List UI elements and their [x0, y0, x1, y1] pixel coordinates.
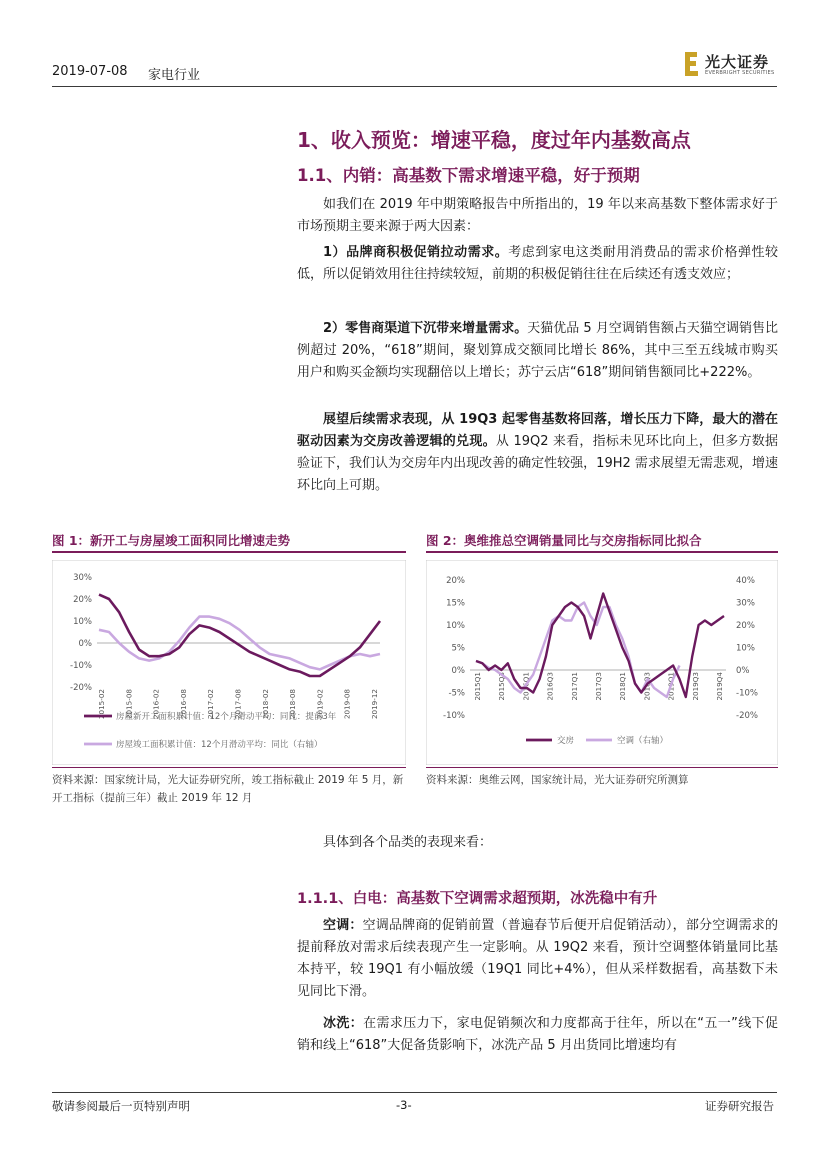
chart-2-y-left-tick-label: 5%	[451, 643, 465, 654]
paragraph-outlook	[297, 409, 778, 497]
fridge-washer-text: 在需求压力下，家电促销频次和力度都高于往年，所以在“五一”线下促销和线上“618”大促备货影响下，冰洗产品 5 月出货同比增速均有	[297, 1016, 778, 1053]
chart-2-x-tick-label: 2019Q4	[715, 672, 724, 701]
subsection-heading: 1.1、内销：高基数下需求增速平稳，好于预期	[297, 166, 640, 185]
chart-1-x-tick-label: 2017-02	[206, 689, 216, 720]
figure-2-title-rule	[426, 551, 778, 553]
chart-2-y-right-tick-label: 30%	[736, 598, 755, 609]
chart-1-x-tick-label: 2015-08	[124, 689, 134, 720]
chart-2-y-left-tick-label: -10%	[443, 711, 465, 721]
chart-2-x-tick-label: 2015Q1	[473, 672, 482, 701]
chart-2-y-left-tick-label: 15%	[446, 598, 465, 609]
figure-1-source: 资料来源：国家统计局，光大证券研究所，竣工指标截止 2019 年 5 月，新开工指标（提前三年）截止 2019 年 12 月	[52, 774, 404, 804]
report-type: 证券研究报告	[705, 1099, 774, 1113]
chart-2-y-left-tick-label: 10%	[446, 621, 465, 631]
aircon-heading: 空调：	[323, 918, 363, 933]
fridge-washer-heading: 冰洗：	[323, 1016, 364, 1031]
chart-2-x-tick-label: 2018Q3	[642, 672, 652, 701]
chart-1-y-tick-label: 20%	[73, 595, 92, 605]
chart-1-y-tick-label: -20%	[70, 683, 92, 693]
chart-1-y-tick-label: 10%	[73, 617, 92, 627]
chart-1-x-tick-label: 2016-02	[151, 689, 161, 720]
paragraph-aircon	[297, 915, 778, 1003]
industry-label: 家电行业	[148, 68, 201, 83]
chart-2-y-right-tick-label: 20%	[736, 621, 755, 631]
factor-2-text: 天猫优品 5 月空调销售额占天猫空调销售比例超过 20%，“618”期间，聚划算成交额同比增长 86%，其中三至五线城市购买用户和购买金额均实现翻倍以上增长；苏宁云店“618”期间销售额同比+222%。	[297, 321, 778, 380]
chart-1-x-tick-label: 2015-02	[97, 689, 106, 720]
chart-2-y-right-tick-label: -20%	[736, 711, 758, 721]
figure-1-source-rule	[52, 767, 406, 768]
chart-2-y-left-tick-label: 0%	[451, 666, 465, 676]
chart-1-x-tick-label: 2019-02	[315, 689, 325, 720]
subsubsection-heading: 1.1.1、白电：高基数下空调需求超预期，冰洗稳中有升	[297, 891, 658, 907]
figure-1-title: 图 1：新开工与房屋竣工面积同比增速走势	[52, 533, 291, 548]
chart-2-x-tick-label: 2017Q1	[569, 672, 579, 701]
logo-mark-icon	[683, 50, 701, 78]
chart-1-x-tick-label: 2019-12	[370, 689, 379, 720]
chart-1-x-tick-label: 2018-08	[288, 689, 298, 720]
figure-2-chart	[426, 560, 778, 765]
paragraph-fridge-washer	[297, 1013, 778, 1057]
paragraph-factor-1	[297, 242, 778, 286]
chart-2-x-tick-label: 2016Q1	[521, 672, 531, 701]
factor-2-heading: 2）零售商渠道下沉带来增量需求。	[323, 321, 528, 336]
factor-1-heading: 1）品牌商积极促销拉动需求。	[323, 245, 509, 260]
chart-1-legend-label-completions: 房屋竣工面积累计值：12个月滑动平均：同比（右轴）	[116, 740, 323, 750]
logo-subtitle: EVERBRIGHT SECURITIES	[705, 70, 775, 76]
chart-1-x-tick-label: 2019-08	[342, 689, 352, 720]
section-heading: 1、收入预览：增速平稳，度过年内基数高点	[297, 128, 691, 152]
figure-2-source-rule	[426, 767, 778, 768]
chart-1-x-tick-label: 2017-08	[233, 689, 243, 720]
footer-divider	[52, 1092, 777, 1093]
chart-1-x-tick-label: 2018-02	[260, 689, 270, 720]
paragraph-factor-2	[297, 318, 778, 384]
header-divider	[52, 86, 777, 87]
chart-2-x-tick-label: 2019Q3	[690, 672, 700, 701]
chart-2-x-tick-label: 2017Q3	[594, 672, 603, 701]
chart-2-y-left-tick-label: -5%	[448, 688, 465, 699]
report-date: 2019-07-08	[52, 64, 128, 79]
figure-1-chart	[52, 560, 406, 765]
figure-2-title: 图 2：奥维推总空调销量同比与交房指标同比拟合	[426, 533, 702, 548]
chart-1-x-tick-label: 2016-08	[178, 689, 188, 720]
chart-2-x-tick-label: 2019Q1	[666, 672, 676, 701]
disclaimer-note: 敬请参阅最后一页特别声明	[52, 1099, 190, 1113]
chart-2-y-right-tick-label: 0%	[736, 666, 750, 676]
paragraph-intro: 如我们在 2019 年中期策略报告中所指出的，19 年以来高基数下整体需求好于市场预期主要来源于两大因素：	[297, 197, 778, 234]
chart-1-frame	[52, 560, 406, 765]
chart-2-x-tick-label: 2016Q3	[545, 672, 555, 701]
chart-2-y-left-tick-label: 20%	[446, 576, 465, 586]
chart-2-x-tick-label: 2015Q3	[497, 672, 507, 701]
chart-1-legend-label-new-starts: 房屋新开工面积累计值：12个月滑动平均：同比：提前3年	[116, 712, 337, 722]
factor-1-text: 考虑到家电这类耐用消费品的需求价格弹性较低，所以促销效用往往持续较短，前期的积极促销往往在后续还有透支效应；	[297, 245, 778, 282]
aircon-text: 空调品牌商的促销前置（普遍春节后便开启促销活动），部分空调需求的提前释放对需求后续表现产生一定影响。从 19Q2 来看，预计空调整体销量同比基本持平，较 19Q1 有小幅放缓（19Q1 同比+4%），但从采样数据看，高基数下未见同比下滑。	[297, 918, 778, 999]
chart-2-y-right-tick-label: -10%	[736, 688, 758, 699]
chart-2-legend-label-housing: 交房	[557, 736, 575, 746]
paragraph-category-intro: 具体到各个品类的表现来看：	[323, 835, 493, 850]
chart-2-y-right-tick-label: 40%	[736, 576, 755, 586]
chart-1-y-tick-label: 0%	[78, 639, 92, 649]
chart-2-y-right-tick-label: 10%	[736, 643, 755, 654]
chart-1-y-tick-label: -10%	[70, 661, 92, 671]
everbright-logo	[683, 50, 783, 80]
page-number: -3-	[396, 1098, 412, 1112]
chart-2-legend-label-aircon: 空调（右轴）	[617, 736, 669, 746]
chart-1-y-tick-label: 30%	[73, 573, 92, 583]
figure-2-source: 资料来源：奥维云网，国家统计局，光大证券研究所测算	[426, 774, 689, 786]
figure-1-title-rule	[52, 551, 406, 553]
chart-2-x-tick-label: 2018Q1	[618, 672, 628, 701]
outlook-text: 从 19Q2 来看，指标未见环比向上，但多方数据验证下，我们认为交房年内出现改善的确定性较强，19H2 需求展望无需悲观，增速环比向上可期。	[297, 434, 778, 493]
outlook-bold: 展望后续需求表现，从 19Q3 起零售基数将回落，增长压力下降，最大的潜在驱动因素为交房改善逻辑的兑现。	[297, 412, 778, 449]
logo-name: 光大证券	[705, 53, 770, 71]
